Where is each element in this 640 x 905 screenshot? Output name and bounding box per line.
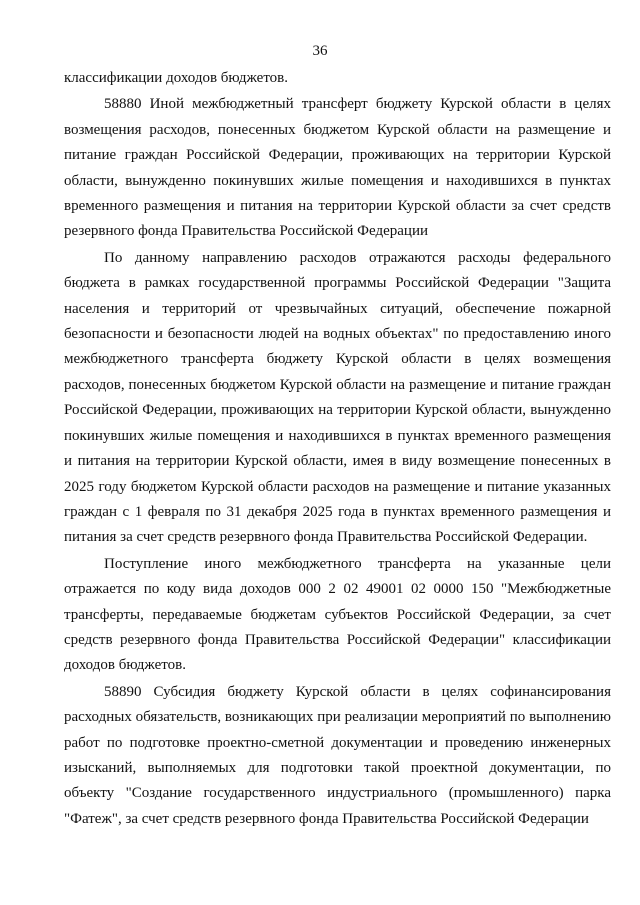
paragraph-continuation: классификации доходов бюджетов. — [64, 70, 289, 86]
paragraph-58890-heading: 58890 Субсидия бюджету Курской области в целях софинансирования расходных обязательств, возникающих при реализации мероприятий по выполнению работ по подготовке проектно-сметной документации и проведению инженерных изысканий, выполняемых для подготовки такой проектной документации, по объекту "Создание государственного индустриального (промышленного) парка "Фатеж", за счет средств резервного фонда Правительства Российской Федерации — [64, 683, 611, 827]
paragraph-58880-heading: 58880 Иной межбюджетный трансферт бюджету Курской области в целях возмещения расходов, понесенных бюджетом Курской области на размещение и питание граждан Российской Федерации, проживающих на территории Курской области, вынужденно покинувших жилые помещения и находившихся в пунктах временного размещения и питания на территории Курской области за счет средств резервного фонда Правительства Российской Федерации — [64, 96, 611, 240]
paragraph-58880-revenue-code: Поступление иного межбюджетного трансферта на указанные цели отражается по коду вида доходов 000 2 02 49001 02 0000 150 "Межбюджетные трансферты, передаваемые бюджетам субъектов Российской Федерации, за счет средств резервного фонда Правительства Российской Федерации" классификации доходов бюджетов. — [64, 555, 611, 674]
document-body — [64, 66, 611, 832]
paragraph-58880-description: По данному направлению расходов отражаются расходы федерального бюджета в рамках государственной программы Российской Федерации "Защита населения и территорий от чрезвычайных ситуаций, обеспечение пожарной безопасности и безопасности людей на водных объектах" по предоставлению иного межбюджетного трансферта бюджету Курской области в целях возмещения расходов, понесенных бюджетом Курской области на размещение и питание граждан Российской Федерации, проживающих на территории Курской области, вынужденно покинувших жилые помещения и находившихся в пунктах временного размещения и питания на территории Курской области, имея в виду возмещение понесенных в 2025 году бюджетом Курской области расходов на размещение и питание указанных граждан с 1 февраля по 31 декабря 2025 года в пунктах временного размещения и питания за счет средств резервного фонда Правительства Российской Федерации. — [64, 249, 611, 546]
page-number: 36 — [312, 43, 328, 59]
